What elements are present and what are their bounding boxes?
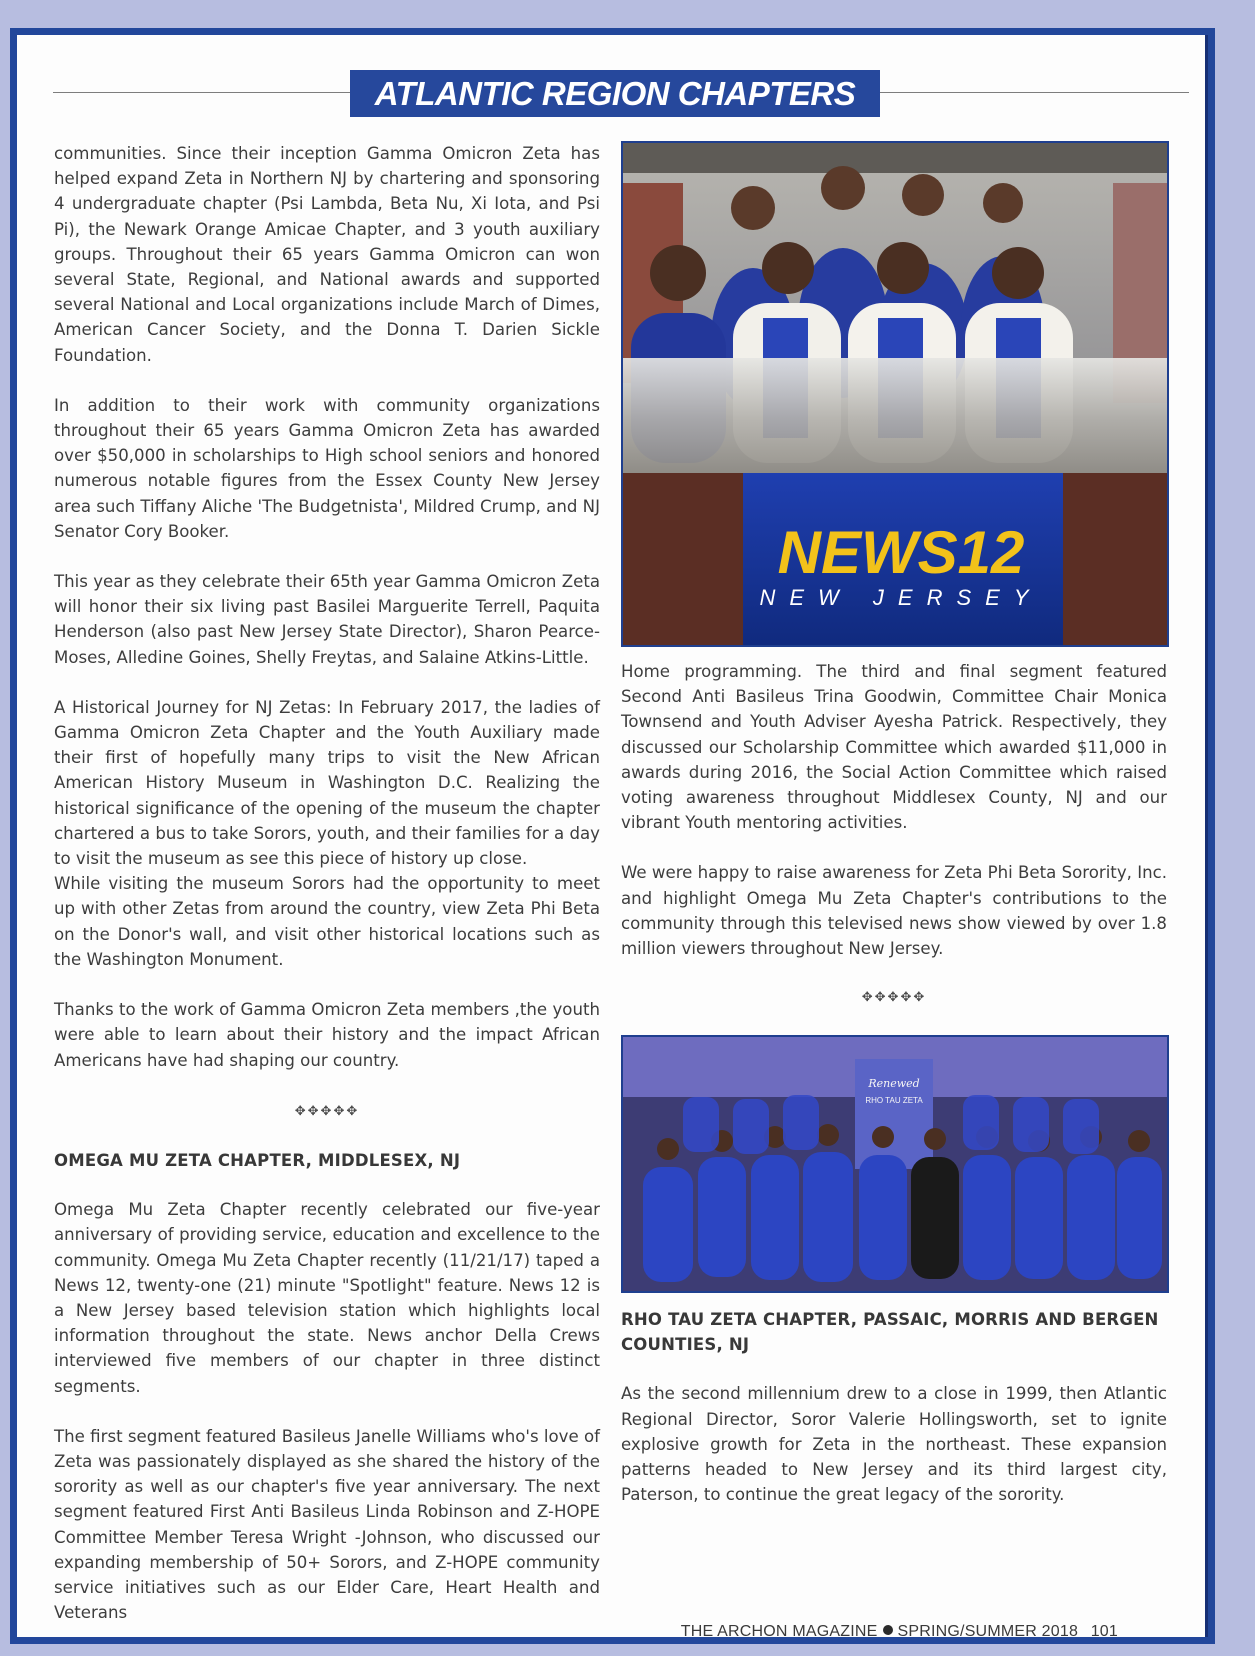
paragraph: In addition to their work with community organizations throughout their 65 years Gamma Omicron Zeta has awarded over $50,000 in scholarships to High school seniors and honored numerous notable figures from the Essex County New Jersey area such Tiffany Aliche 'The Budgetnista', Mildred Crump, and NJ Senator Cory Booker.	[54, 395, 600, 541]
section-banner: ATLANTIC REGION CHAPTERS	[350, 70, 880, 117]
right-column-lower	[621, 1307, 1167, 1507]
paragraph: We were happy to raise awareness for Zeta Phi Beta Sorority, Inc. and highlight Omega Mu Zeta Chapter's contributions to the community through this televised news show viewed by over 1.8 million viewers throughout New Jersey.	[621, 863, 1167, 959]
paragraph: The first segment featured Basileus Janelle Williams who's love of Zeta was passionately displayed as she shared the history of the sorority as well as our chapter's five year anniversary. The next segment featured First Anti Basileus Linda Robinson and Z-HOPE Committee Member Teresa Wright -Johnson, who discussed our expanding membership of 50+ Sorors, and Z-HOPE community service initiatives such as our Elder Care, Heart Health and Veterans	[54, 1426, 600, 1623]
paragraph: This year as they celebrate their 65th year Gamma Omicron Zeta will honor their six living past Basilei Marguerite Terrell, Paquita Henderson (also past New Jersey State Director), Sharon Pearce-Moses, Alledine Goines, Shelly Freytas, and Salaine Atkins-Little.	[54, 572, 600, 667]
event-sign-line1: Renewed	[868, 1077, 920, 1090]
page-footer	[681, 1623, 1118, 1641]
banner-rule-right	[879, 92, 1189, 93]
banner-rule-left	[53, 92, 353, 93]
news12-logo-subtitle: NEW JERSEY	[759, 585, 1043, 610]
news12-studio-photo	[621, 141, 1169, 647]
magazine-name: THE ARCHON MAGAZINE	[680, 1623, 878, 1640]
event-sign-line2: RHO TAU ZETA	[865, 1096, 923, 1105]
section-heading: RHO TAU ZETA CHAPTER, PASSAIC, MORRIS AND BERGEN COUNTIES, NJ	[621, 1310, 1159, 1355]
bullet-icon	[883, 1625, 893, 1635]
right-column-text	[621, 659, 1167, 1010]
news12-logo: NEWS12	[777, 519, 1025, 586]
ornament-divider: ✥✥✥✥✥	[294, 1103, 360, 1119]
left-column	[54, 141, 600, 1625]
paragraph: As the second millennium drew to a close in 1999, then Atlantic Regional Director, Soror Valerie Hollingsworth, set to ignite explosive growth for Zeta in the northeast. These expansion patterns headed to New Jersey and its third largest city, Paterson, to continue the great legacy of the sorority.	[621, 1384, 1167, 1505]
ornament-divider: ✥✥✥✥✥	[861, 990, 927, 1006]
page-number: 101	[1090, 1623, 1118, 1640]
paragraph: communities. Since their inception Gamma Omicron Zeta has helped expand Zeta in Northern NJ by chartering and sponsoring 4 undergraduate chapter (Psi Lambda, Beta Nu, Xi Iota, and Psi Pi), the Newark Orange Amicae Chapter, and 3 youth auxiliary groups. Throughout their 65 years Gamma Omicron can won several State, Regional, and National awards and supported several National and Local organizations include March of Dimes, American Cancer Society, and the Donna T. Darien Sickle Foundation.	[54, 144, 600, 365]
magazine-page	[10, 28, 1215, 1644]
paragraph: Thanks to the work of Gamma Omicron Zeta members ,the youth were able to learn about their history and the impact African Americans have had shaping our country.	[54, 1000, 600, 1070]
paragraph: While visiting the museum Sorors had the opportunity to meet up with other Zetas from around the country, view Zeta Phi Beta on the Donor's wall, and visit other historical locations such as the Washington Monument.	[54, 874, 600, 969]
rho-tau-zeta-group-photo	[621, 1035, 1169, 1293]
section-heading: OMEGA MU ZETA CHAPTER, MIDDLESEX, NJ	[54, 1150, 461, 1170]
paragraph: Omega Mu Zeta Chapter recently celebrated our five-year anniversary of providing service, education and excellence to the community. Omega Mu Zeta Chapter recently (11/21/17) taped a News 12, twenty-one (21) minute "Spotlight" feature. News 12 is a New Jersey based television station which highlights local information throughout the state. News anchor Della Crews interviewed five members of our chapter in three distinct segments.	[54, 1200, 600, 1396]
paragraph: A Historical Journey for NJ Zetas: In February 2017, the ladies of Gamma Omicron Zeta Chapter and the Youth Auxiliary made their first of hopefully many trips to visit the New African American History Museum in Washington D.C. Realizing the historical significance of the opening of the museum the chapter chartered a bus to take Sorors, youth, and their families for a day to visit the museum as see this piece of history up close.	[54, 697, 600, 869]
paragraph: Home programming. The third and final segment featured Second Anti Basileus Trina Goodwin, Committee Chair Monica Townsend and Youth Adviser Ayesha Patrick. Respectively, they discussed our Scholarship Committee which awarded $11,000 in awards during 2016, the Social Action Committee which raised voting awareness throughout Middlesex County, NJ and our vibrant Youth mentoring activities.	[621, 662, 1167, 833]
issue-label: SPRING/SUMMER 2018	[897, 1623, 1079, 1640]
